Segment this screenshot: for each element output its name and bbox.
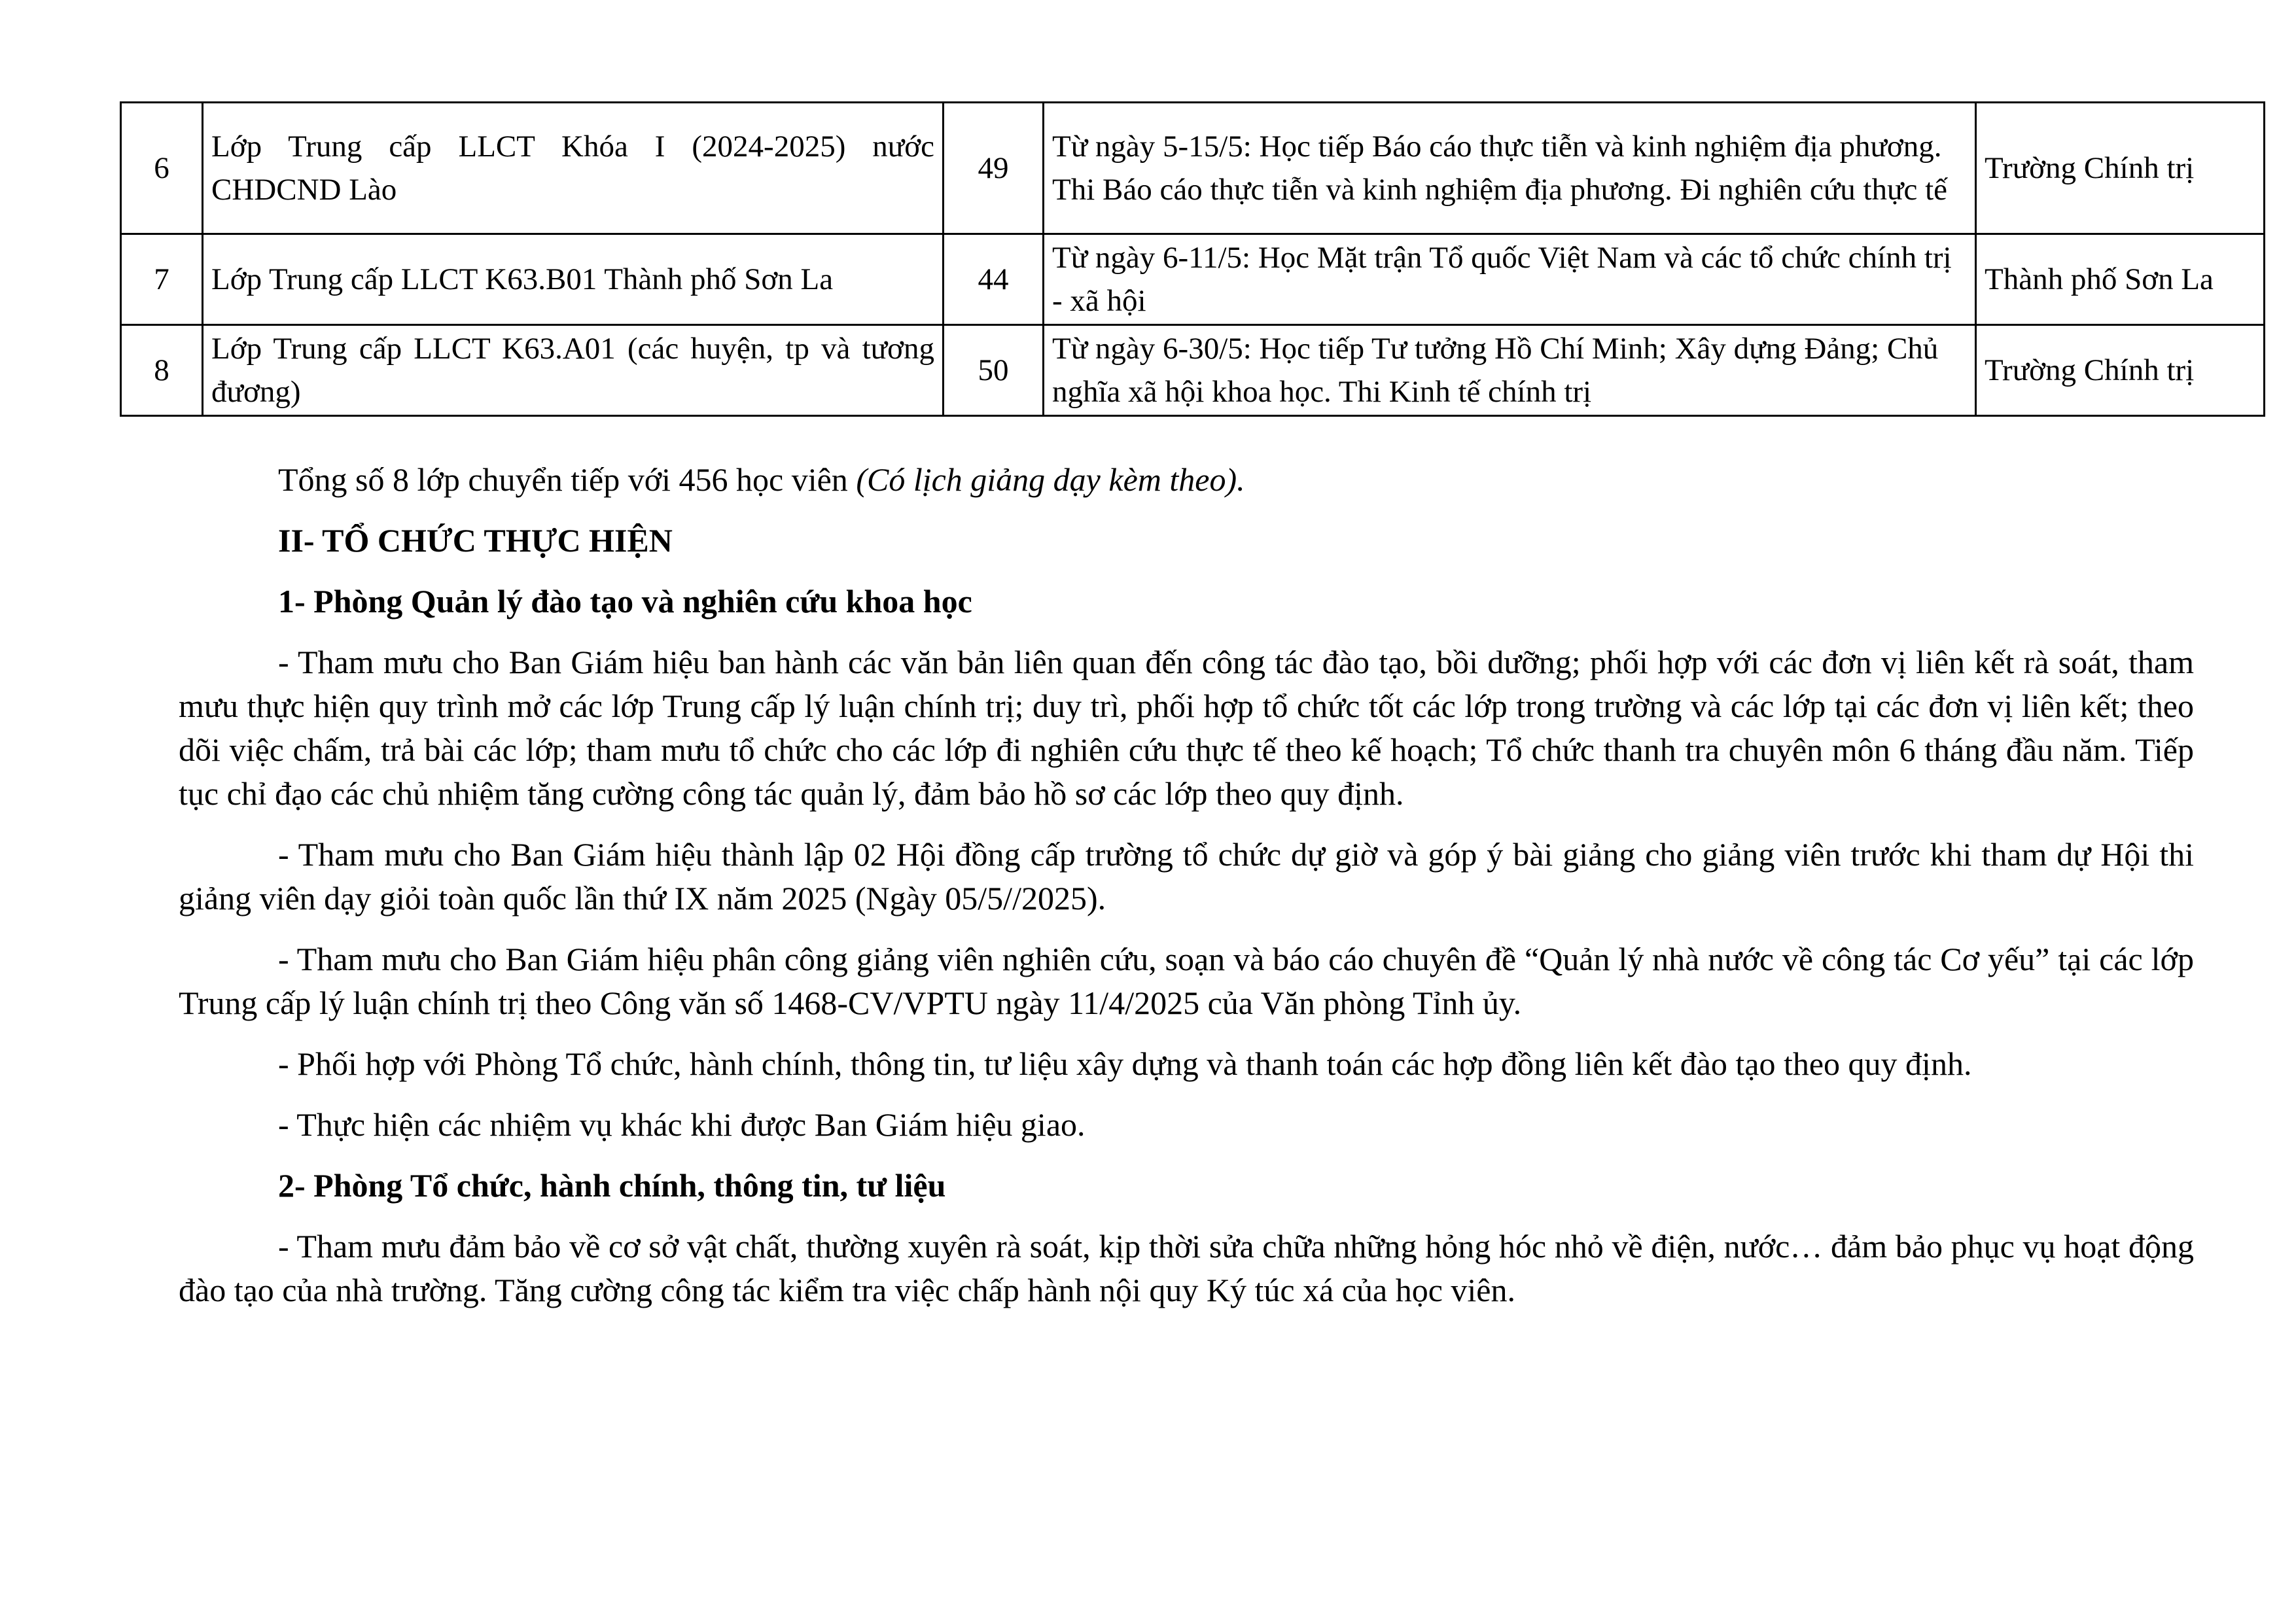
class-name: Lớp Trung cấp LLCT Khóa I (2024-2025) nước CHDCND Lào: [203, 103, 944, 234]
study-content: Từ ngày 5-15/5: Học tiếp Báo cáo thực tiễn và kinh nghiệm địa phương. Thi Báo cáo thực tiễn và kinh nghiệm địa phương. Đi nghiên cứu thực tế: [1044, 103, 1976, 234]
summary-note: (Có lịch giảng dạy kèm theo).: [856, 461, 1245, 498]
summary-line: [179, 458, 2194, 502]
task-paragraph: - Phối hợp với Phòng Tổ chức, hành chính, thông tin, tư liệu xây dựng và thanh toán các hợp đồng liên kết đào tạo theo quy định.: [278, 1045, 1972, 1082]
study-location: Trường Chính trị: [1976, 325, 2265, 416]
student-count: 44: [944, 234, 1044, 325]
subsection-heading-2: 2- Phòng Tổ chức, hành chính, thông tin, tư liệu: [278, 1167, 946, 1204]
study-content: Từ ngày 6-11/5: Học Mặt trận Tổ quốc Việt Nam và các tổ chức chính trị - xã hội: [1044, 234, 1976, 325]
class-schedule-table: [120, 101, 2265, 417]
task-paragraph: - Tham mưu cho Ban Giám hiệu phân công giảng viên nghiên cứu, soạn và báo cáo chuyên đề “Quản lý nhà nước về công tác Cơ yếu” tại các lớp Trung cấp lý luận chính trị theo Công văn số 1468-CV/VPTU ngày 11/4/2025 của Văn phòng Tỉnh ủy.: [179, 941, 2194, 1021]
table-row: [121, 103, 2265, 234]
subsection-heading-1: 1- Phòng Quản lý đào tạo và nghiên cứu khoa học: [278, 583, 972, 620]
study-content: Từ ngày 6-30/5: Học tiếp Tư tưởng Hồ Chí Minh; Xây dựng Đảng; Chủ nghĩa xã hội khoa học. Thi Kinh tế chính trị: [1044, 325, 1976, 416]
task-paragraph: - Thực hiện các nhiệm vụ khác khi được Ban Giám hiệu giao.: [278, 1106, 1086, 1143]
row-number: 8: [121, 325, 203, 416]
document-body: [179, 458, 2194, 1329]
class-name: Lớp Trung cấp LLCT K63.B01 Thành phố Sơn La: [203, 234, 944, 325]
student-count: 50: [944, 325, 1044, 416]
student-count: 49: [944, 103, 1044, 234]
task-paragraph: - Tham mưu cho Ban Giám hiệu ban hành các văn bản liên quan đến công tác đào tạo, bồi dưỡng; phối hợp với các đơn vị liên kết rà soát, tham mưu thực hiện quy trình mở các lớp Trung cấp lý luận chính trị; duy trì, phối hợp tổ chức tốt các lớp trong trường và các lớp tại các đơn vị liên kết; theo dõi việc chấm, trả bài các lớp; tham mưu tổ chức cho các lớp đi nghiên cứu thực tế theo kế hoạch; Tổ chức thanh tra chuyên môn 6 tháng đầu năm. Tiếp tục chỉ đạo các chủ nhiệm tăng cường công tác quản lý, đảm bảo hồ sơ các lớp theo quy định.: [179, 644, 2194, 812]
study-location: Trường Chính trị: [1976, 103, 2265, 234]
table-row: [121, 234, 2265, 325]
task-paragraph: - Tham mưu đảm bảo về cơ sở vật chất, thường xuyên rà soát, kịp thời sửa chữa những hỏng hóc nhỏ về điện, nước… đảm bảo phục vụ hoạt động đào tạo của nhà trường. Tăng cường công tác kiểm tra việc chấp hành nội quy Ký túc xá của học viên.: [179, 1228, 2194, 1308]
row-number: 7: [121, 234, 203, 325]
class-name: Lớp Trung cấp LLCT K63.A01 (các huyện, tp và tương đương): [203, 325, 944, 416]
table-row: [121, 325, 2265, 416]
row-number: 6: [121, 103, 203, 234]
section-heading: II- TỔ CHỨC THỰC HIỆN: [278, 522, 673, 559]
summary-text: Tổng số 8 lớp chuyển tiếp với 456 học viên: [278, 461, 857, 498]
study-location: Thành phố Sơn La: [1976, 234, 2265, 325]
task-paragraph: - Tham mưu cho Ban Giám hiệu thành lập 02 Hội đồng cấp trường tổ chức dự giờ và góp ý bài giảng cho giảng viên trước khi tham dự Hội thi giảng viên dạy giỏi toàn quốc lần thứ IX năm 2025 (Ngày 05/5//2025).: [179, 836, 2194, 916]
